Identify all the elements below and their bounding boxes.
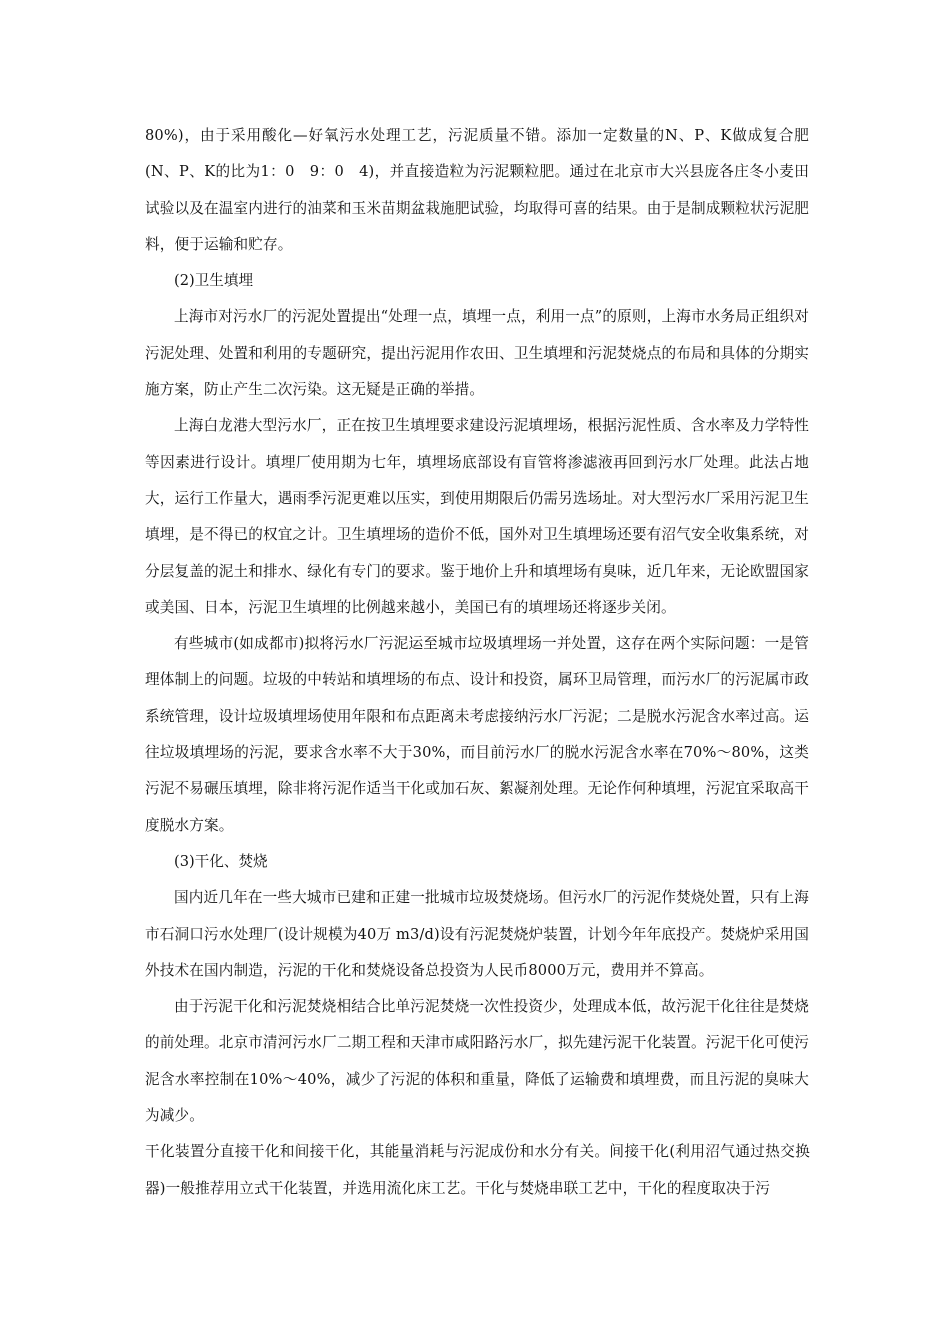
paragraph-city-landfill: 有些城市(如成都市)拟将污水厂污泥运至城市垃圾填埋场一并处置，这存在两个实际问题：一是管理体制上的问题。垃圾的中转站和填埋场的布点、设计和投资，属环卫局管理，而污水厂的污泥属市政系统管理，设计垃圾填埋场使用年限和布点距离未考虑接纳污水厂污泥；二是脱水污泥含水率过高。运往垃圾填埋场的污泥，要求含水率不大于30%，而目前污水厂的脱水污泥含水率在70%～80%，这类污泥不易碾压填埋，除非将污泥作适当干化或加石灰、絮凝剂处理。无论作何种填埋，污泥宜采取高干度脱水方案。 bbox=[145, 635, 809, 834]
document-body bbox=[145, 118, 809, 1207]
paragraph-drying-devices: 干化装置分直接干化和间接干化，其能量消耗与污泥成份和水分有关。间接干化(利用沼气通过热交换器)一般推荐用立式干化装置，并选用流化床工艺。干化与焚烧串联工艺中，干化的程度取决于污 bbox=[145, 1143, 810, 1197]
section-heading-sanitary-landfill: (2)卫生填埋 bbox=[174, 272, 254, 290]
section-heading-drying-incineration: (3)干化、焚烧 bbox=[174, 852, 268, 870]
paragraph-fertilizer: 80%)，由于采用酸化—好氧污水处理工艺，污泥质量不错。添加一定数量的N、P、K做成复合肥(N、P、K的比为1：0 9：0 4)，并直接造粒为污泥颗粒肥。通过在北京市大兴县庞各庄冬小麦田试验以及在温室内进行的油菜和玉米苗期盆栽施肥试验，均取得可喜的结果。由于是制成颗粒状污泥肥料，便于运输和贮存。 bbox=[145, 127, 809, 253]
paragraph-drying: 由于污泥干化和污泥焚烧相结合比单污泥焚烧一次性投资少，处理成本低，故污泥干化往往是焚烧的前处理。北京市清河污水厂二期工程和天津市咸阳路污水厂，拟先建污泥干化装置。污泥干化可使污泥含水率控制在10%～40%，减少了污泥的体积和重量，降低了运输费和填埋费，而且污泥的臭味大为减少。 bbox=[145, 998, 809, 1125]
paragraph-incineration: 国内近几年在一些大城市已建和正建一批城市垃圾焚烧场。但污水厂的污泥作焚烧处置，只有上海市石洞口污水处理厂(设计规模为40万 m3/d)设有污泥焚烧炉装置，计划今年年底投产。焚烧炉采用国外技术在国内制造，污泥的干化和焚烧设备总投资为人民币8000万元，费用并不算高。 bbox=[145, 889, 809, 979]
paragraph-shanghai-policy: 上海市对污水厂的污泥处置提出“处理一点，填埋一点，利用一点”的原则，上海市水务局正组织对污泥处理、处置和利用的专题研究，提出污泥用作农田、卫生填埋和污泥焚烧点的布局和具体的分期实施方案，防止产生二次污染。这无疑是正确的举措。 bbox=[145, 308, 809, 399]
paragraph-bailonggang: 上海白龙港大型污水厂，正在按卫生填埋要求建设污泥填埋场，根据污泥性质、含水率及力学特性等因素进行设计。填埋厂使用期为七年，填埋场底部设有盲管将渗滤液再回到污水厂处理。此法占地大，运行工作量大，遇雨季污泥更难以压实，到使用期限后仍需另选场址。对大型污水厂采用污泥卫生填埋，是不得已的权宜之计。卫生填埋场的造价不低，国外对卫生填埋场还要有沼气安全收集系统，对分层复盖的泥土和排水、绿化有专门的要求。鉴于地价上升和填埋场有臭味，近几年来，无论欧盟国家或美国、日本，污泥卫生填埋的比例越来越小，美国已有的填埋场还将逐步关闭。 bbox=[145, 417, 809, 616]
